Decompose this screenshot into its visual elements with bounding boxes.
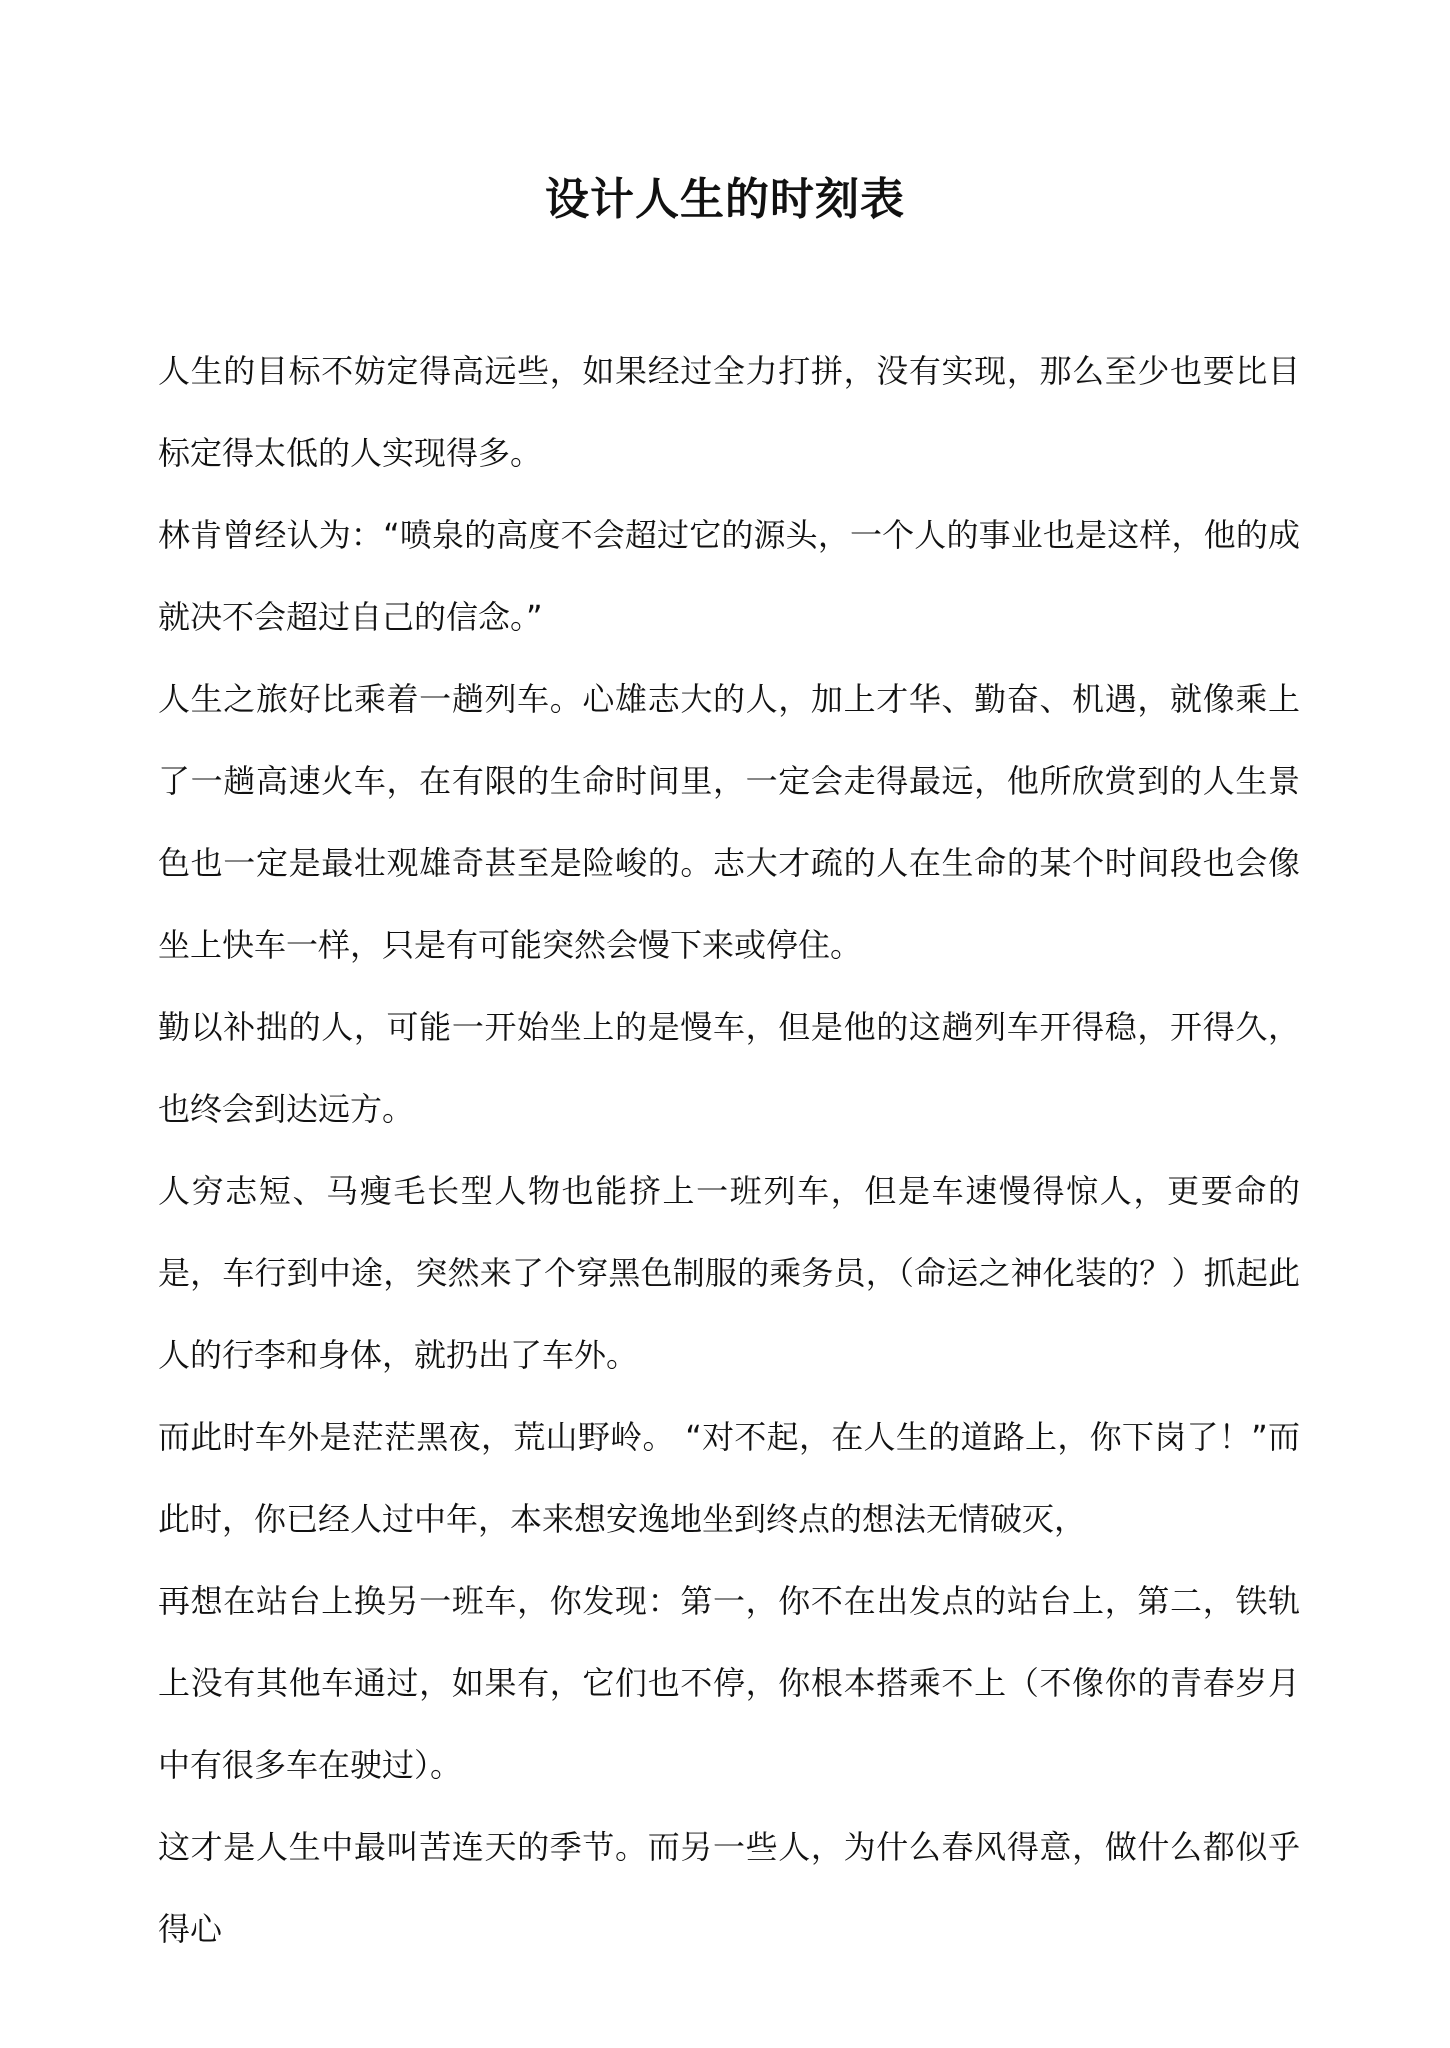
document-title: 设计人生的时刻表: [545, 174, 905, 225]
paragraph-4: 勤以补拙的人，可能一开始坐上的是慢车，但是他的这趟列车开得稳，开得久，也终会到达远方。: [158, 1008, 1300, 1128]
paragraph-7: 再想在站台上换另一班车，你发现：第一，你不在出发点的站台上，第二，铁轨上没有其他车通过，如果有，它们也不停，你根本搭乘不上（不像你的青春岁月中有很多车在驶过）。: [158, 1582, 1300, 1784]
paragraph-6: 而此时车外是茫茫黑夜，荒山野岭。 “对不起，在人生的道路上，你下岗了！”而此时，你已经人过中年，本来想安逸地坐到终点的想法无情破灭，: [158, 1418, 1300, 1538]
paragraph-2: 林肯曾经认为：“喷泉的高度不会超过它的源头，一个人的事业也是这样，他的成就决不会超过自己的信念。”: [158, 516, 1300, 636]
paragraph-3: 人生之旅好比乘着一趟列车。心雄志大的人，加上才华、勤奋、机遇，就像乘上了一趟高速火车，在有限的生命时间里，一定会走得最远，他所欣赏到的人生景色也一定是最壮观雄奇甚至是险峻的。志大才疏的人在生命的某个时间段也会像坐上快车一样，只是有可能突然会慢下来或停住。: [158, 680, 1300, 964]
paragraph-1: 人生的目标不妨定得高远些，如果经过全力打拼，没有实现，那么至少也要比目标定得太低的人实现得多。: [158, 352, 1300, 472]
paragraph-8: 这才是人生中最叫苦连天的季节。而另一些人，为什么春风得意，做什么都似乎得心: [158, 1828, 1300, 1948]
document-body: [158, 330, 1300, 1970]
paragraph-5: 人穷志短、马瘦毛长型人物也能挤上一班列车，但是车速慢得惊人，更要命的是，车行到中途，突然来了个穿黑色制服的乘务员，（命运之神化装的？）抓起此人的行李和身体，就扔出了车外。: [158, 1172, 1300, 1374]
